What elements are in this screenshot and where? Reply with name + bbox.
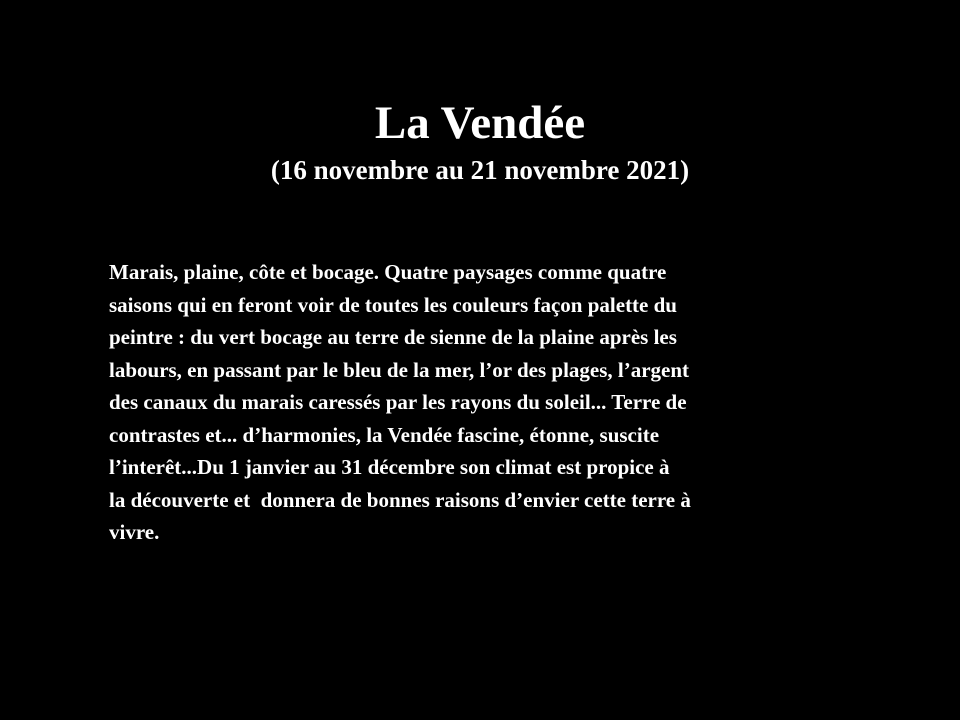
body-line: l’interêt...Du 1 janvier au 31 décembre son climat est propice à <box>109 455 670 479</box>
body-line: labours, en passant par le bleu de la mer, l’or des plages, l’argent <box>109 357 690 382</box>
body-line: des canaux du marais caressés par les rayons du soleil... Terre de <box>109 390 687 414</box>
body-line: saisons qui en feront voir de toutes les couleurs façon palette du <box>109 292 677 317</box>
body-line: Marais, plaine, côte et bocage. Quatre paysages comme quatre <box>109 260 667 284</box>
body-line: peintre : du vert bocage au terre de sienne de la plaine après les <box>109 325 677 349</box>
slide-subtitle: (16 novembre au 21 novembre 2021) <box>270 155 690 185</box>
slide-title: La Vendée <box>374 97 586 149</box>
body-line: la découverte et donnera de bonnes raisons d’envier cette terre à <box>109 487 691 512</box>
body-line: vivre. <box>109 520 160 544</box>
body-line: contrastes et... d’harmonies, la Vendée fascine, étonne, suscite <box>109 422 660 447</box>
body-paragraph <box>109 256 849 549</box>
